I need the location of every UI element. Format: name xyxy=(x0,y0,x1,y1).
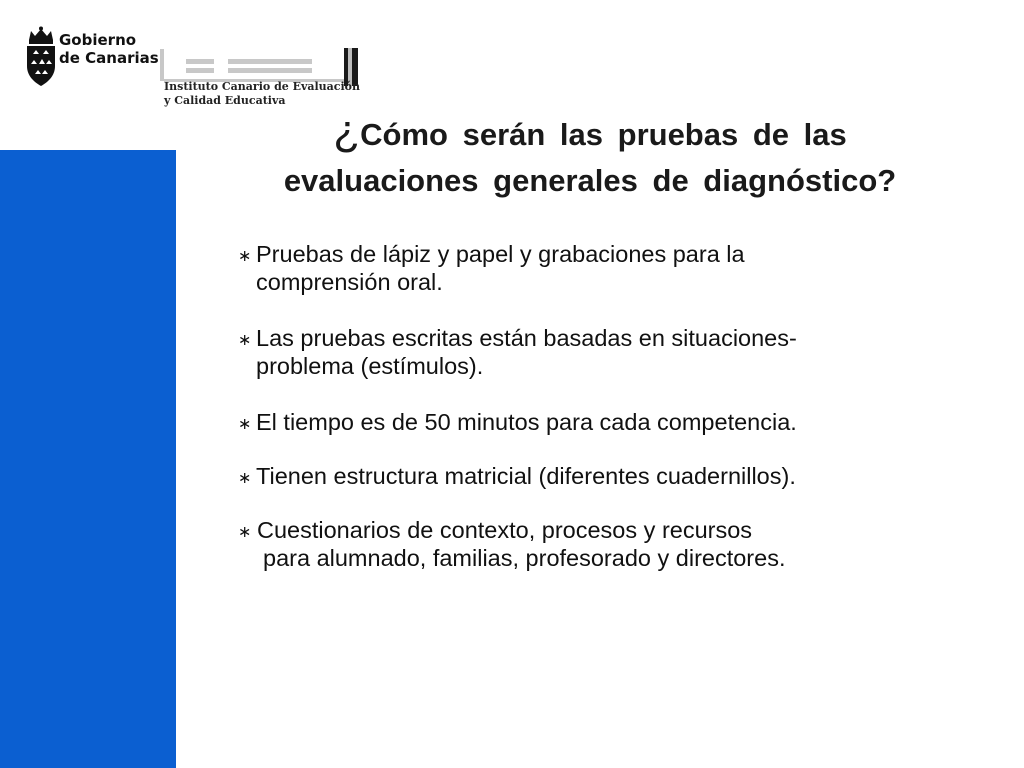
blue-sidebar xyxy=(0,150,176,768)
bullet-item xyxy=(238,408,958,436)
bullet-text: Tienen estructura matricial (diferentes cuadernillos). xyxy=(256,463,796,489)
instituto-canario-wordmark xyxy=(164,80,360,108)
coat-of-arms-icon xyxy=(24,26,58,88)
bullet-item xyxy=(238,324,958,380)
inst-name-line2: y Calidad Educativa xyxy=(164,94,286,107)
title-question-mark: ¿ xyxy=(333,106,361,155)
bullet-text: El tiempo es de 50 minutos para cada competencia. xyxy=(256,409,797,435)
bullet-list xyxy=(238,240,958,572)
gov-name-line2: de Canarias xyxy=(59,49,159,67)
gobierno-de-canarias-logo xyxy=(24,26,159,88)
slide-title xyxy=(180,108,1000,204)
bullet-text: comprensión oral. xyxy=(256,269,443,295)
title-line1-text: Cómo serán las pruebas de las xyxy=(360,117,847,152)
inst-name-line1: Instituto Canario de Evaluación xyxy=(164,80,361,93)
asterisk-bullet-icon: ∗ xyxy=(238,524,252,541)
asterisk-bullet-icon: ∗ xyxy=(238,470,252,487)
bullet-text: problema (estímulos). xyxy=(256,353,484,379)
title-line2: evaluaciones generales de diagnóstico? xyxy=(283,163,897,198)
gobierno-de-canarias-wordmark xyxy=(59,31,159,67)
title-line1 xyxy=(180,108,1000,158)
bullet-item xyxy=(238,240,958,296)
bullet-text: Las pruebas escritas están basadas en situaciones- xyxy=(256,325,797,351)
bullet-text: Cuestionarios de contexto, procesos y recursos xyxy=(257,517,753,543)
instituto-canario-logo xyxy=(160,46,360,110)
bullet-item xyxy=(238,462,958,490)
bullet-text: para alumnado, familias, profesorado y directores. xyxy=(263,545,786,571)
asterisk-bullet-icon: ∗ xyxy=(238,248,252,265)
asterisk-bullet-icon: ∗ xyxy=(238,416,252,433)
bullet-item xyxy=(238,516,958,572)
asterisk-bullet-icon: ∗ xyxy=(238,332,252,349)
bullet-text: Pruebas de lápiz y papel y grabaciones para la xyxy=(256,241,745,267)
gov-name-line1: Gobierno xyxy=(59,31,137,49)
